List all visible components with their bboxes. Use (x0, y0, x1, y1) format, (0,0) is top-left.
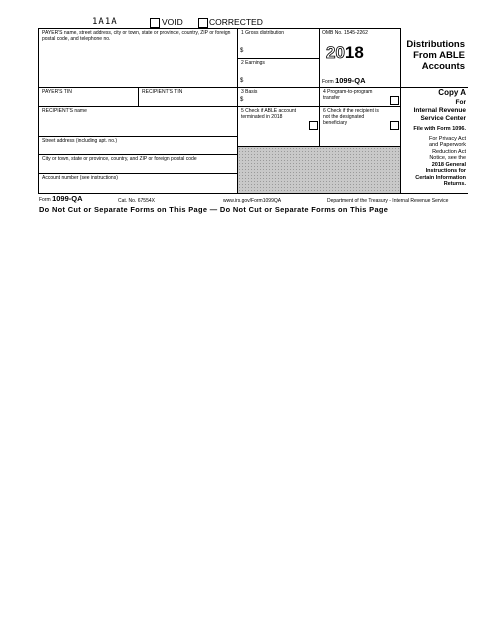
copy-irs-line2: Service Center (420, 115, 466, 122)
copy-for: For (455, 99, 466, 106)
payer-tin-label: PAYER'S TIN (42, 89, 72, 95)
box4-checkbox[interactable] (390, 96, 399, 105)
footer-url: www.irs.gov/Form1099QA (223, 198, 282, 204)
copy-notice-line4: Notice, see the (429, 155, 466, 161)
form-title (403, 39, 465, 72)
divider-omb (400, 28, 401, 193)
box1-label: 1 Gross distribution (241, 30, 285, 36)
copy-notice-line3: Reduction Act (432, 148, 466, 155)
box5-label: 5 Check if ABLE account terminated in 2018 (241, 108, 297, 120)
row-line-city (38, 154, 237, 155)
tax-year (326, 44, 364, 62)
corrected-label: CORRECTED (209, 17, 263, 27)
recipient-tin-label: RECIPIENT'S TIN (142, 89, 183, 95)
account-number-label: Account number (see instructions) (42, 175, 118, 181)
recipient-name-label: RECIPIENT'S name (42, 108, 87, 114)
form-top-border (38, 28, 400, 29)
copy-panel (402, 88, 466, 188)
row-line-b1 (237, 58, 319, 59)
payer-name-label: PAYER'S name, street address, city or town, state or province, country, ZIP or foreign postal code, and telephone no. (42, 30, 231, 42)
void-label: VOID (162, 17, 183, 27)
omb-form-prefix: Form (322, 79, 336, 85)
omb-form-name (322, 77, 366, 86)
row-line-street (38, 136, 237, 137)
do-not-cut-notice: Do Not Cut or Separate Forms on This Page — Do Not Cut or Separate Forms on This Page (39, 205, 389, 214)
footer-form-name (39, 195, 83, 204)
box1-dollar: $ (240, 48, 244, 54)
box4-label: 4 Program-to-program transfer (323, 89, 373, 101)
box5-checkbox[interactable] (309, 121, 318, 130)
omb-form-number: 1099-QA (335, 76, 366, 85)
tax-year-prefix: 20 (326, 43, 345, 62)
form-bottom-border (38, 193, 468, 194)
row-line-account (38, 173, 237, 174)
copy-notice-line2: and Paperwork (429, 142, 466, 148)
box6-checkbox[interactable] (390, 121, 399, 130)
title-line3: Accounts (421, 61, 465, 72)
shaded-area (238, 147, 400, 193)
copy-notice-line1: For Privacy Act (429, 135, 466, 142)
tax-year-suffix: 18 (344, 43, 364, 62)
box2-dollar: $ (240, 78, 244, 84)
copy-notice-line7: Certain Information (415, 174, 466, 181)
copy-label: Copy A (438, 88, 466, 97)
box3-dollar: $ (240, 97, 244, 103)
city-label: City or town, state or province, country, and ZIP or foreign postal code (42, 156, 197, 162)
box3-label: 3 Basis (241, 89, 258, 95)
copy-notice-line8: Returns. (443, 181, 466, 187)
copy-notice-line5: 2018 General (431, 161, 466, 168)
street-address-label: Street address (including apt. no.) (42, 138, 118, 144)
divider-tin (138, 87, 139, 106)
form-left-border (38, 28, 39, 193)
copy-notice-line6: Instructions for (425, 168, 466, 174)
footer-cat-no: Cat. No. 67554X (118, 198, 155, 204)
box6-label: 6 Check if the recipient is not the designated beneficiary (323, 108, 379, 126)
copy-irs-line1: Internal Revenue (413, 107, 466, 114)
omb-number: OMB No. 1545-2262 (322, 30, 368, 36)
footer-form-prefix: Form (39, 197, 53, 203)
copy-file-with: File with Form 1096. (413, 126, 466, 132)
form-code: 1A1A (92, 17, 118, 27)
box2-label: 2 Earnings (241, 60, 265, 66)
row-line-name (38, 106, 400, 107)
title-line2: From ABLE (413, 50, 465, 61)
title-line1: Distributions (406, 39, 465, 50)
footer-form-number: 1099-QA (52, 194, 83, 203)
footer-department: Department of the Treasury - Internal Revenue Service (327, 198, 449, 204)
void-checkbox[interactable] (150, 18, 160, 28)
corrected-checkbox[interactable] (198, 18, 208, 28)
